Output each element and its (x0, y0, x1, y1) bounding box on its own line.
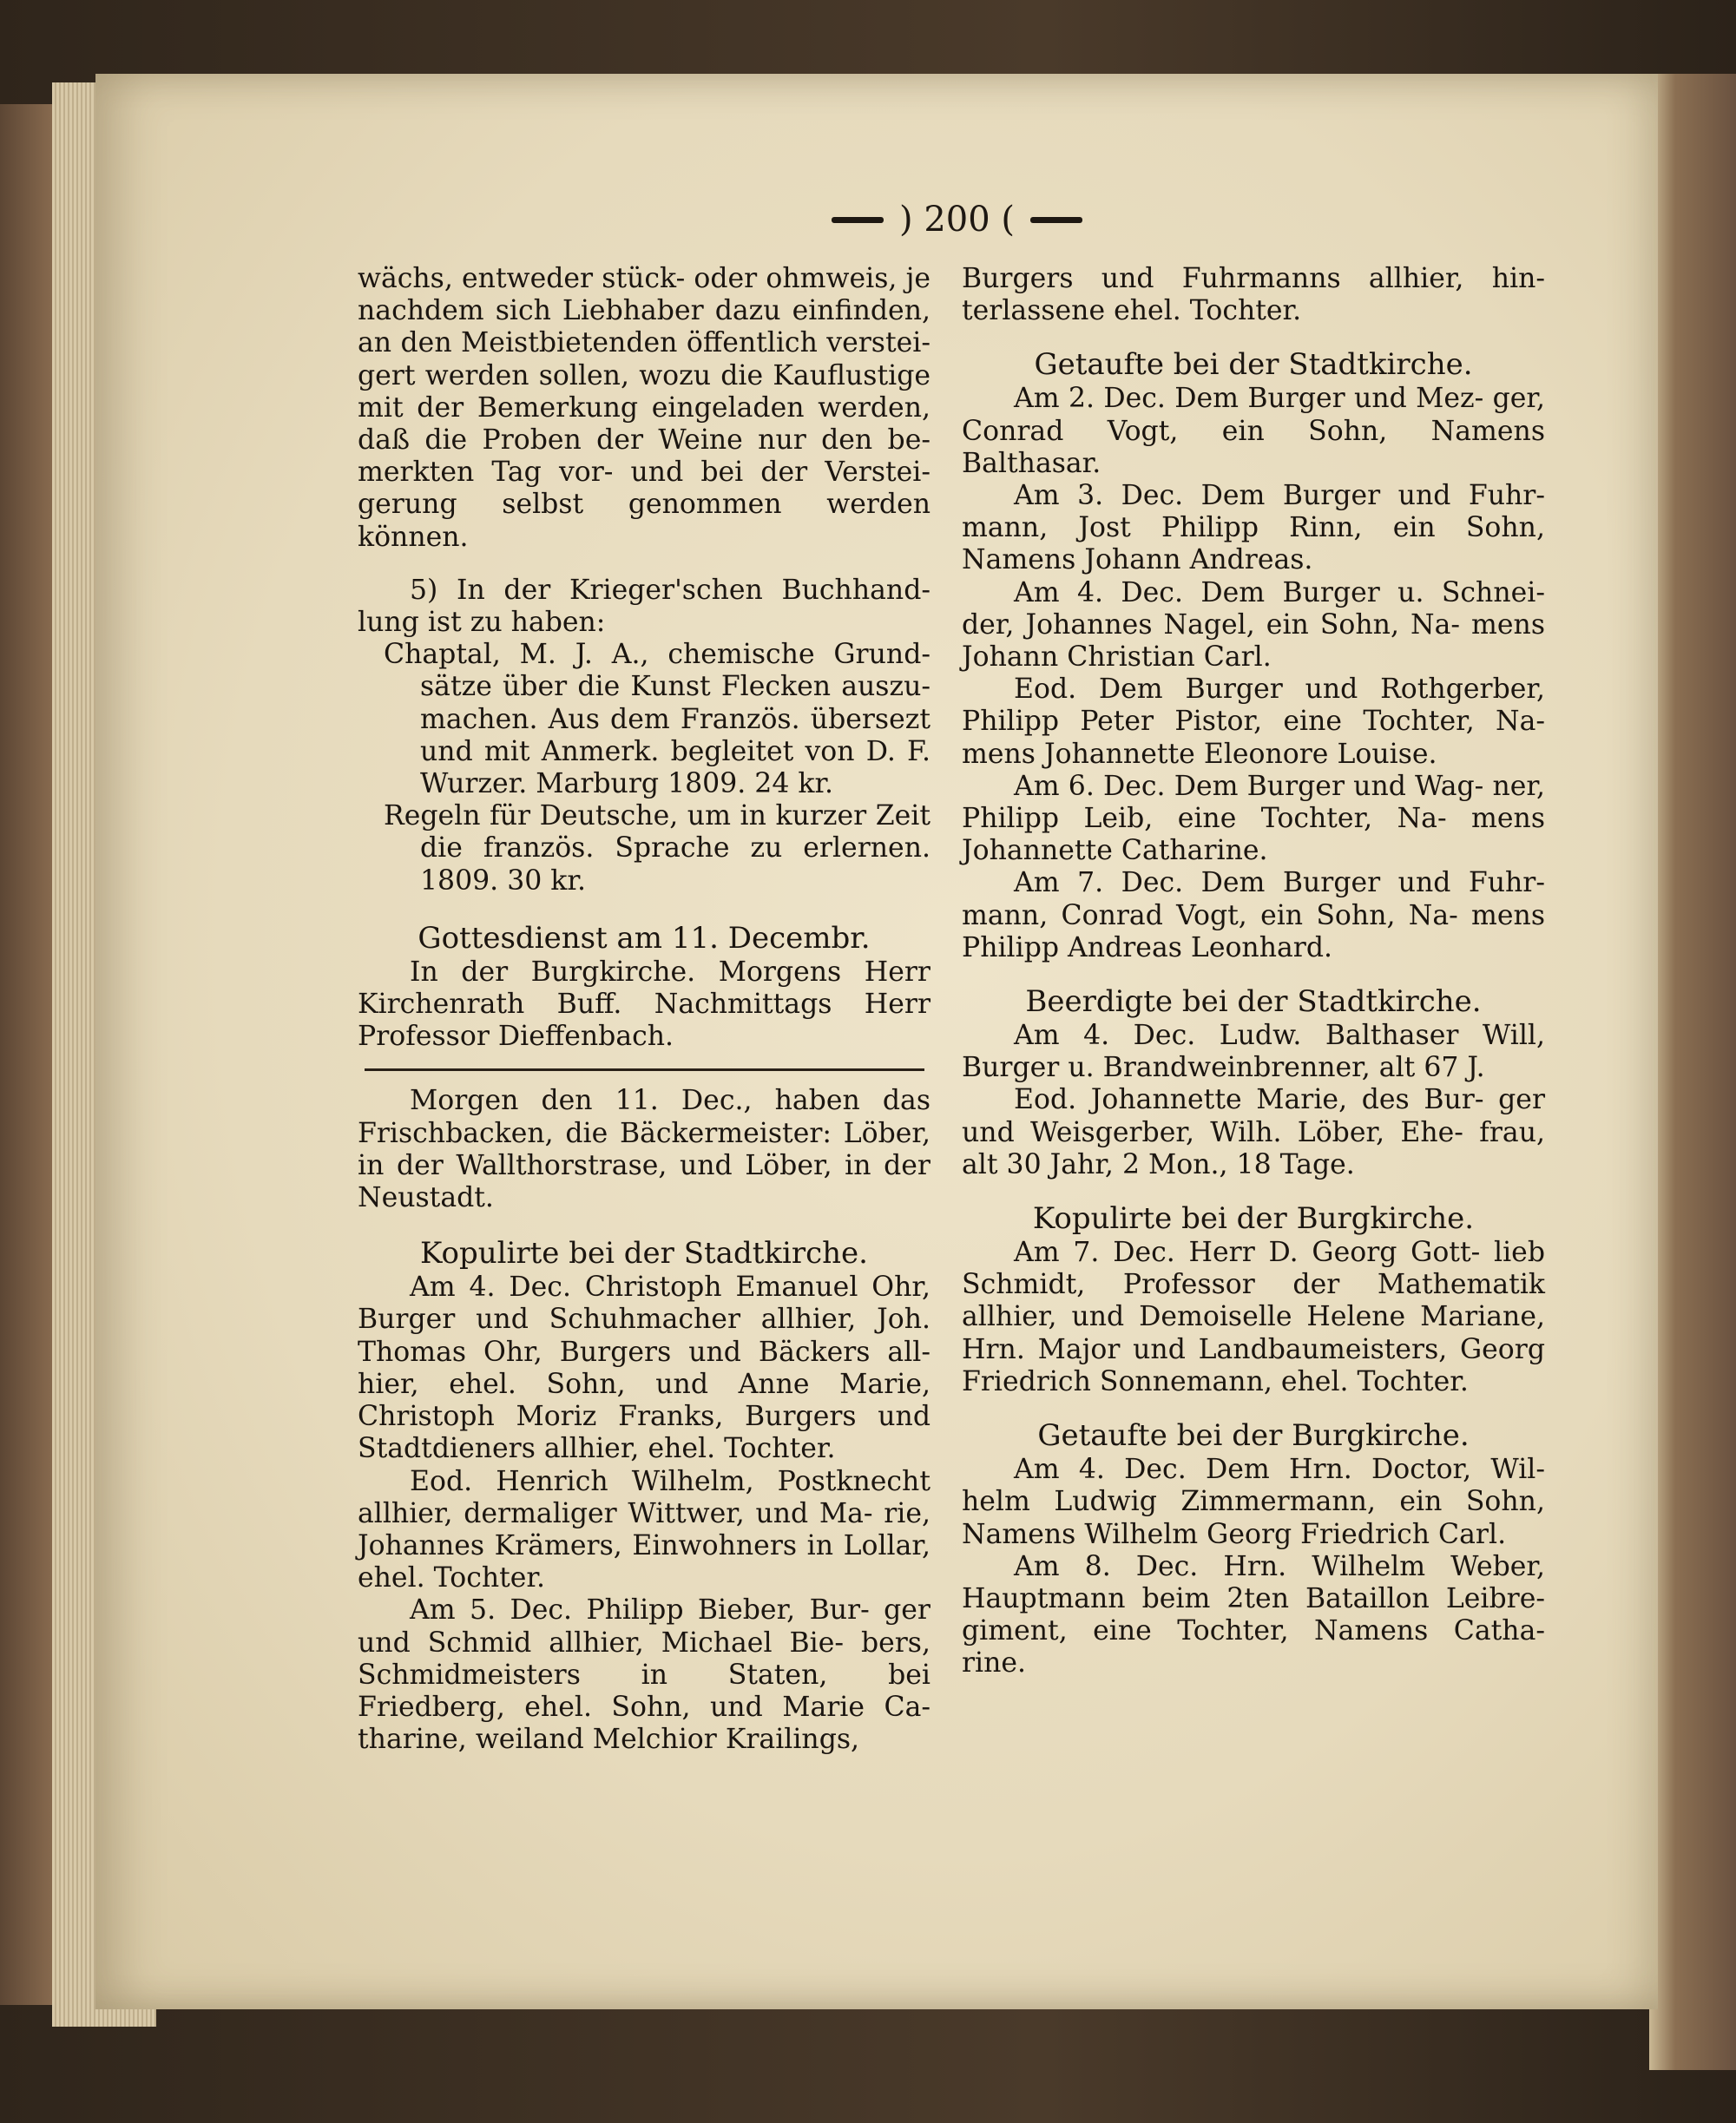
baptism-entry-pistor: Eod. Dem Burger und Rothgerber, Philipp Peter Pistor, eine Tochter, Na- mens Johannette Eleonore Louise. (962, 674, 1545, 770)
baker-notice: Morgen den 11. Dec., haben das Frischbacken, die Bäckermeister: Löber, in der Wallthorstrase, und Löber, in der Neustadt. (358, 1085, 930, 1214)
gottesdienst-text: In der Burgkirche. Morgens Herr Kirchenrath Buff. Nachmittags Herr Professor Dieffenbach. (358, 956, 930, 1053)
heading-getaufte-burgkirche: Getaufte bei der Burgkirche. (1037, 1418, 1470, 1454)
baptism-entry-nagel: Am 4. Dec. Dem Burger u. Schnei- der, Johannes Nagel, ein Sohn, Na- mens Johann Christian Carl. (962, 576, 1545, 674)
burial-entry-will: Am 4. Dec. Ludw. Balthaser Will, Burger u. Brandweinbrenner, alt 67 J. (962, 1020, 1545, 1084)
heading-getaufte-stadtkirche: Getaufte bei der Stadtkirche. (1034, 347, 1473, 383)
auction-notice-text: wächs, entweder stück- oder ohmweis, je nachdem sich Liebhaber dazu einfinden, an den Meistbietenden öffentlich verstei- gert werden sollen, wozu die Kauflustige mit der Bemerkung eingeladen werden, daß die Proben der Weine nur den be- merkten Tag vor- und bei der Verstei- gerung selbst genommen werden können. (358, 263, 930, 553)
left-column (358, 263, 930, 1756)
baptism-entry-zimmermann: Am 4. Dec. Dem Hrn. Doctor, Wil- helm Ludwig Zimmermann, ein Sohn, Namens Wilhelm Georg Friedrich Carl. (962, 1454, 1545, 1550)
heading-kopulirte-burgkirche: Kopulirte bei der Burgkirche. (1032, 1201, 1475, 1237)
burial-entry-loeber: Eod. Johannette Marie, des Bur- ger und Weisgerber, Wilh. Löber, Ehe- frau, alt 30 Jahr, 2 Mon., 18 Tage. (962, 1084, 1545, 1180)
header-dash-left (832, 217, 884, 223)
page-header (816, 198, 1111, 241)
marriage-entry-ohr: Am 4. Dec. Christoph Emanuel Ohr, Burger und Schuhmacher allhier, Joh. Thomas Ohr, Burgers und Bäckers all- hier, ehel. Sohn, und Anne Marie, Christoph Moriz Franks, Burgers und Stadtdieners allhier, ehel. Tochter. (358, 1272, 930, 1465)
heading-kopulirte-stadtkirche: Kopulirte bei der Stadtkirche. (420, 1236, 868, 1272)
section-divider (365, 1068, 924, 1071)
baptism-entry-vogt-2: Am 7. Dec. Dem Burger und Fuhr- mann, Conrad Vogt, ein Sohn, Na- mens Philipp Andreas Leonhard. (962, 867, 1545, 963)
book-listing-chaptal: Chaptal, M. J. A., chemische Grund- sätze über die Kunst Flecken auszu- machen. Aus dem Französ. übersezt und mit Anmerk. begleitet von D. F. Wurzer. Marburg 1809. 24 kr. (384, 639, 930, 800)
marriage-entry-wilhelm: Eod. Henrich Wilhelm, Postknecht allhier, dermaliger Wittwer, und Ma- rie, Johannes Krämers, Einwohners in Lollar, ehel. Tochter. (358, 1465, 930, 1594)
bookshop-notice: 5) In der Krieger'schen Buchhand- lung ist zu haben: (358, 574, 930, 639)
marriage-entry-bieber: Am 5. Dec. Philipp Bieber, Bur- ger und Schmid allhier, Michael Bie- bers, Schmidmeisters in Staten, bei Friedberg, ehel. Sohn, und Marie Ca- tharine, weiland Melchior Krailings, (358, 1594, 930, 1756)
baptism-entry-weber: Am 8. Dec. Hrn. Wilhelm Weber, Hauptmann beim 2ten Bataillon Leibre- giment, eine Tochter, Namens Catha- rine. (962, 1550, 1545, 1679)
heading-gottesdienst: Gottesdienst am 11. Decembr. (418, 920, 871, 956)
baptism-entry-vogt: Am 2. Dec. Dem Burger und Mez- ger, Conrad Vogt, ein Sohn, Namens Balthasar. (962, 383, 1545, 479)
marriage-entry-bieber-cont: Burgers und Fuhrmanns allhier, hin- terlassene ehel. Tochter. (962, 263, 1545, 327)
baptism-entry-rinn: Am 3. Dec. Dem Burger und Fuhr- mann, Jost Philipp Rinn, ein Sohn, Namens Johann Andreas. (962, 480, 1545, 576)
heading-beerdigte-stadtkirche: Beerdigte bei der Stadtkirche. (1025, 984, 1482, 1020)
right-column (962, 263, 1545, 1680)
header-dash-right (1030, 217, 1082, 223)
baptism-entry-leib: Am 6. Dec. Dem Burger und Wag- ner, Philipp Leib, eine Tochter, Na- mens Johannette Catharine. (962, 770, 1545, 867)
book-listing-regeln: Regeln für Deutsche, um in kurzer Zeit die französ. Sprache zu erlernen. 1809. 30 kr. (384, 800, 930, 897)
book-cover-right (1649, 74, 1736, 2070)
marriage-entry-schmidt: Am 7. Dec. Herr D. Georg Gott- lieb Schmidt, Professor der Mathematik allhier, und Demoiselle Helene Mariane, Hrn. Major und Landbaumeisters, Georg Friedrich Sonnemann, ehel. Tochter. (962, 1237, 1545, 1397)
page-number: ) 200 ( (899, 200, 1015, 240)
